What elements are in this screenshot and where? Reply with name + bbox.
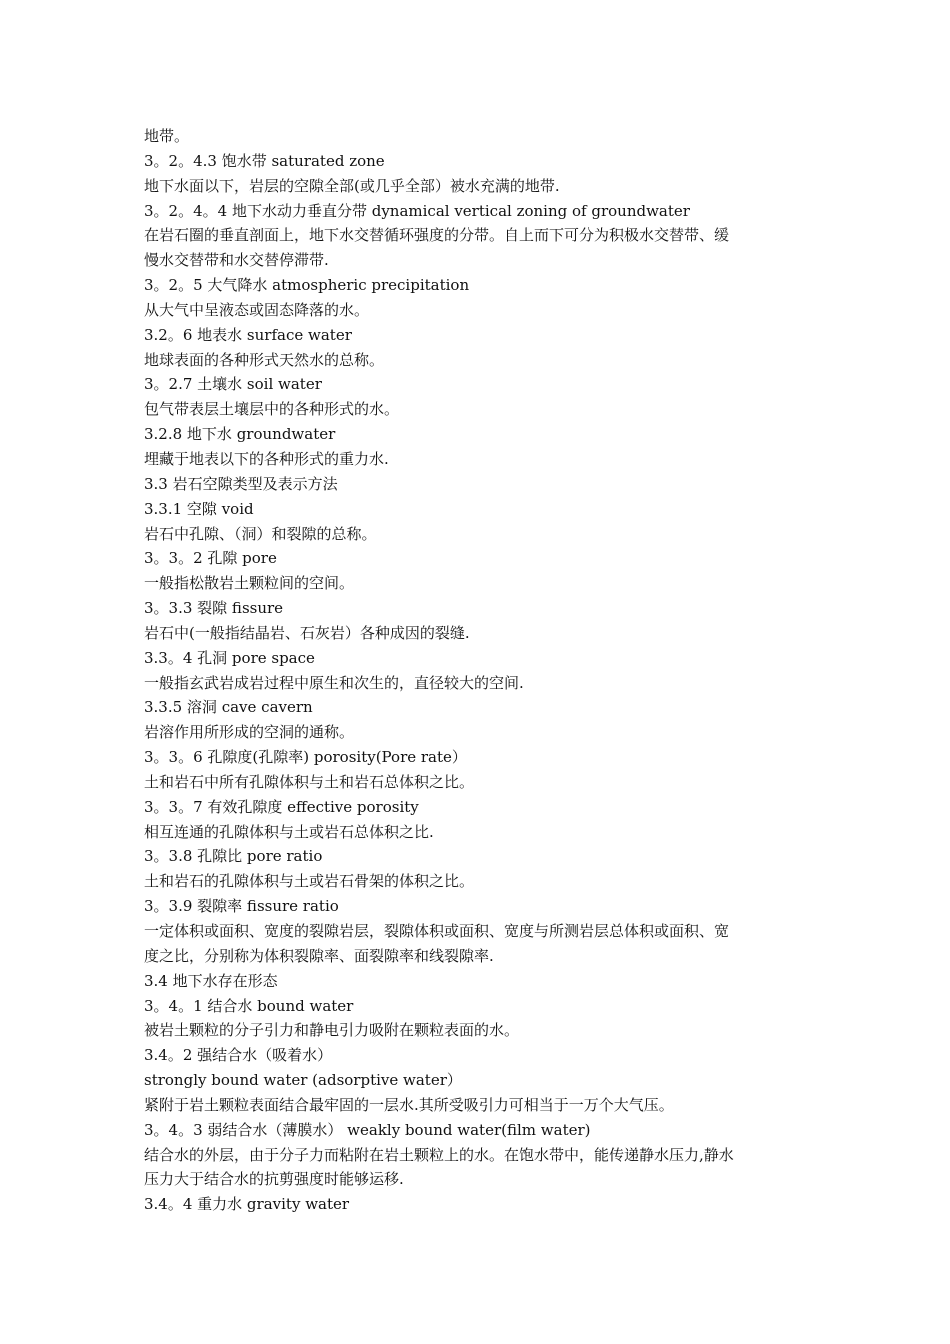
section-heading: 3.2.8 地下水 groundwater — [144, 425, 336, 444]
text-line: 地球表面的各种形式天然水的总称。 — [144, 350, 385, 369]
text-line: 岩溶作用所形成的空洞的通称。 — [144, 723, 355, 742]
section-heading: 3。4。1 结合水 bound water — [144, 996, 354, 1015]
text-line: 岩石中孔隙、（洞）和裂隙的总称。 — [144, 524, 377, 543]
text-line: 一般指玄武岩成岩过程中原生和次生的，直径较大的空间. — [144, 673, 524, 692]
section-heading: 3。2。4。4 地下水动力垂直分带 dynamical vertical zoning of groundwater — [144, 201, 690, 220]
section-heading: 3。3。6 孔隙度(孔隙率) porosity(Pore rate） — [144, 748, 467, 767]
document-page — [144, 124, 812, 1217]
text-line: 一般指松散岩土颗粒间的空间。 — [144, 574, 355, 593]
section-heading: 3。3。2 孔隙 pore — [144, 549, 277, 568]
section-heading: strongly bound water (adsorptive water） — [144, 1071, 462, 1090]
text-line: 相互连通的孔隙体积与土或岩石总体积之比. — [144, 822, 434, 841]
section-heading: 3.3.1 空隙 void — [144, 499, 254, 518]
text-line: 在岩石圈的垂直剖面上，地下水交替循环强度的分带。自上而下可分为积极水交替带、缓 — [144, 226, 730, 245]
section-heading: 3.3.5 溶洞 cave cavern — [144, 698, 313, 717]
text-line: 压力大于结合水的抗剪强度时能够运移. — [144, 1170, 404, 1189]
section-heading: 3.3。4 孔洞 pore space — [144, 648, 315, 667]
section-heading: 3。2。4.3 饱水带 saturated zone — [144, 151, 385, 170]
text-line: 一定体积或面积、宽度的裂隙岩层，裂隙体积或面积、宽度与所测岩层总体积或面积、宽 — [144, 922, 730, 940]
text-line: 从大气中呈液态或固态降落的水。 — [144, 300, 370, 319]
text-line: 土和岩石中所有孔隙体积与土和岩石总体积之比。 — [144, 772, 475, 791]
section-heading: 3。3。7 有效孔隙度 effective porosity — [144, 797, 419, 816]
section-heading: 3.2。6 地表水 surface water — [144, 325, 352, 344]
text-line: 被岩土颗粒的分子引力和静电引力吸附在颗粒表面的水。 — [144, 1021, 520, 1040]
section-heading: 3.3 岩石空隙类型及表示方法 — [144, 474, 338, 493]
section-heading: 3.4 地下水存在形态 — [144, 971, 278, 990]
section-heading: 3。3.8 孔隙比 pore ratio — [144, 847, 323, 866]
text-line: 包气带表层土壤层中的各种形式的水。 — [144, 400, 400, 419]
section-heading: 3。4。3 弱结合水（薄膜水） weakly bound water(film water) — [144, 1120, 591, 1139]
text-line: 地带。 — [144, 127, 190, 145]
text-line: 紧附于岩土颗粒表面结合最牢固的一层水.其所受吸引力可相当于一万个大气压。 — [144, 1095, 674, 1114]
text-line: 土和岩石的孔隙体积与土或岩石骨架的体积之比。 — [144, 872, 475, 891]
section-heading: 3.4。4 重力水 gravity water — [144, 1195, 350, 1214]
text-line: 结合水的外层，由于分子力而粘附在岩土颗粒上的水。在饱水带中，能传递静水压力,静水 — [144, 1145, 734, 1164]
text-line: 埋藏于地表以下的各种形式的重力水. — [144, 449, 389, 468]
section-heading: 3.4。2 强结合水（吸着水） — [144, 1046, 333, 1065]
text-line: 度之比，分别称为体积裂隙率、面裂隙率和线裂隙率. — [144, 946, 494, 965]
text-line: 慢水交替带和水交替停滞带. — [144, 251, 329, 270]
text-line: 地下水面以下，岩层的空隙全部(或几乎全部）被水充满的地带. — [144, 176, 560, 195]
section-heading: 3。2。5 大气降水 atmospheric precipitation — [144, 276, 470, 295]
section-heading: 3。3.3 裂隙 fissure — [144, 599, 284, 618]
section-heading: 3。3.9 裂隙率 fissure ratio — [144, 897, 339, 916]
text-line: 岩石中(一般指结晶岩、石灰岩）各种成因的裂缝. — [144, 623, 470, 642]
section-heading: 3。2.7 土壤水 soil water — [144, 375, 322, 394]
